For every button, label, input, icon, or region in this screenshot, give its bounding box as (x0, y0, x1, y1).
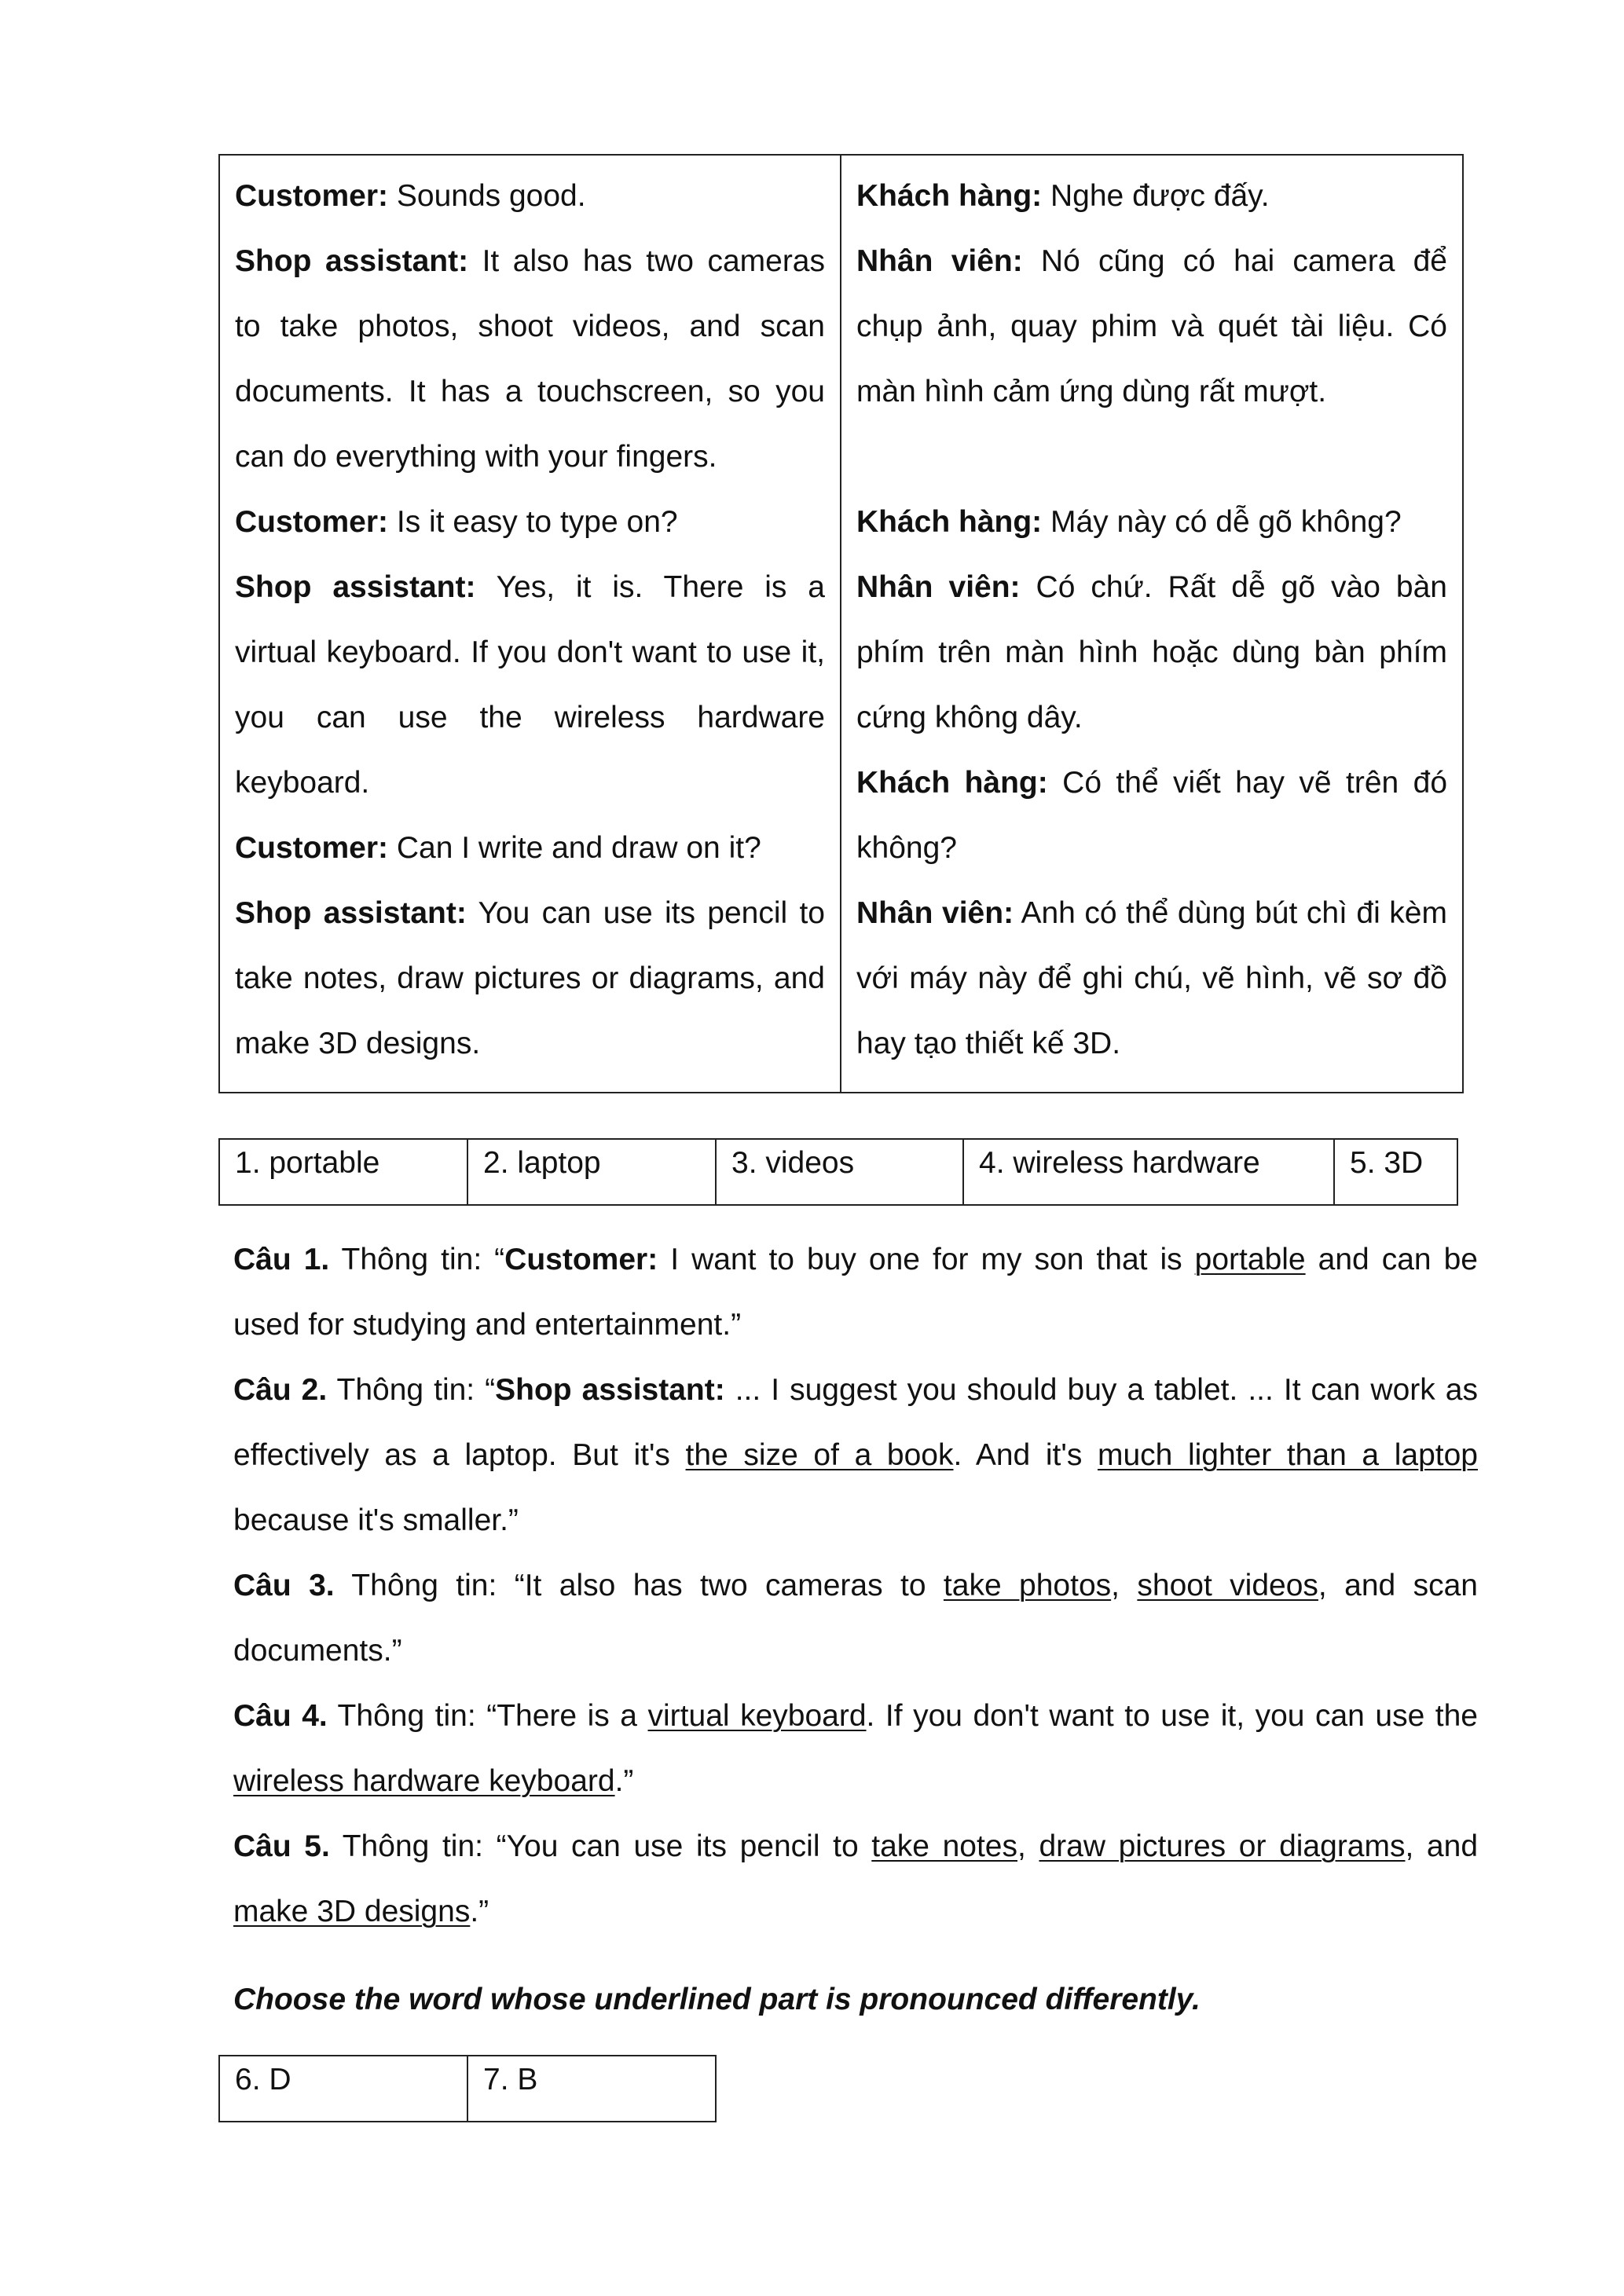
dialogue-text: Có chứ. Rất dễ gõ vào bàn phím trên màn hình hoặc dùng bàn phím cứng không dây. (856, 570, 1447, 734)
dialogue-line (856, 163, 1447, 229)
question-label: Câu 5. (233, 1829, 330, 1863)
dialogue-text: Can I write and draw on it? (388, 831, 761, 865)
underlined-evidence: make 3D designs (233, 1895, 471, 1928)
explanation-q2 (233, 1357, 1478, 1553)
explanation-text: .” (614, 1764, 634, 1798)
underlined-evidence: draw pictures or diagrams (1039, 1829, 1406, 1863)
dialogue-line (235, 163, 825, 229)
explanation-text: Thông tin: “It also has two cameras to (334, 1569, 944, 1602)
dialogue-text: Nó cũng có hai camera để chụp ảnh, quay phim và quét tài liệu. Có màn hình cảm ứng dùng rất mượt. (856, 244, 1447, 408)
answer-cell: 7. B (467, 2056, 716, 2122)
explanations (233, 1227, 1478, 1944)
answer-cell: 3. videos (716, 1139, 963, 1205)
dialogue-line (856, 489, 1447, 555)
dialogue-text: Nghe được đấy. (1042, 179, 1270, 213)
question-label: Câu 3. (233, 1569, 335, 1602)
answer-cell: 5. 3D (1334, 1139, 1457, 1205)
answer-cell: 2. laptop (467, 1139, 716, 1205)
speaker-label: Customer: (504, 1243, 658, 1276)
explanation-text: , and scan documents.” (233, 1569, 1478, 1668)
answer-table-1 (218, 1138, 1458, 1206)
explanation-text: Thông tin: “ (329, 1243, 505, 1276)
answer-cell: 4. wireless hardware (963, 1139, 1334, 1205)
vietnamese-column (841, 155, 1463, 1093)
dialogue-text: Sounds good. (388, 179, 586, 213)
explanation-text: . And it's (953, 1438, 1098, 1472)
question-label: Câu 2. (233, 1373, 328, 1407)
section-instruction: Choose the word whose underlined part is pronounced differently. (233, 1983, 1201, 2016)
dialogue-text: You can use its pencil to take notes, draw pictures or diagrams, and make 3D designs. (235, 896, 825, 1060)
dialogue-line (235, 489, 825, 555)
question-label: Câu 1. (233, 1243, 330, 1276)
explanation-text: Thông tin: “ (327, 1373, 496, 1407)
underlined-evidence: take notes (871, 1829, 1018, 1863)
underlined-evidence: virtual keyboard (647, 1699, 867, 1733)
dialogue-line (235, 229, 825, 489)
dialogue-line (235, 815, 825, 881)
explanation-q1 (233, 1227, 1478, 1357)
speaker-label: Shop assistant: (235, 896, 467, 930)
dialogue-line (235, 555, 825, 815)
explanation-text: Thông tin: “You can use its pencil to (329, 1829, 872, 1863)
answer-cell: 1. portable (219, 1139, 467, 1205)
explanation-text: and can be used for studying and entertainment.” (233, 1243, 1478, 1342)
speaker-label: Customer: (235, 179, 389, 213)
answer-cell: 6. D (219, 2056, 467, 2122)
underlined-evidence: much lighter than a laptop (1097, 1438, 1478, 1472)
dialogue-row (219, 155, 1463, 1093)
dialogue-text: Is it easy to type on? (388, 505, 678, 539)
answer-table-2 (218, 2055, 717, 2122)
speaker-label: Nhân viên: (856, 244, 1023, 278)
underlined-evidence: wireless hardware keyboard (233, 1764, 615, 1798)
dialogue-text: Máy này có dễ gõ không? (1042, 505, 1402, 539)
speaker-label: Nhân viên: (856, 570, 1021, 604)
dialogue-text: Anh có thể dùng bút chì đi kèm với máy này để ghi chú, vẽ hình, vẽ sơ đồ hay tạo thiết kế 3D. (856, 896, 1447, 1060)
table-row (219, 2056, 716, 2122)
speaker-label: Shop assistant: (235, 244, 469, 278)
english-column (219, 155, 841, 1093)
speaker-label: Customer: (235, 505, 389, 539)
question-label: Câu 4. (233, 1699, 328, 1733)
speaker-label: Khách hàng: (856, 766, 1048, 800)
speaker-label: Customer: (235, 831, 389, 865)
explanation-text: I want to buy one for my son that is (658, 1243, 1195, 1276)
explanation-text: , (1017, 1829, 1039, 1863)
underlined-evidence: portable (1194, 1243, 1306, 1276)
explanation-q3 (233, 1553, 1478, 1683)
explanation-text: , and (1405, 1829, 1479, 1863)
dialogue-line (856, 229, 1447, 424)
explanation-text: . If you don't want to use it, you can use the (866, 1699, 1478, 1733)
dialogue-line (856, 750, 1447, 881)
table-row (219, 1139, 1457, 1205)
speaker-label: Khách hàng: (856, 505, 1043, 539)
speaker-label: Khách hàng: (856, 179, 1043, 213)
underlined-evidence: take photos (943, 1569, 1112, 1602)
underlined-evidence: the size of a book (685, 1438, 954, 1472)
dialogue-line (235, 881, 825, 1076)
dialogue-text: Có thể viết hay vẽ trên đó không? (856, 766, 1448, 865)
explanation-q5 (233, 1814, 1478, 1944)
underlined-evidence: shoot videos (1137, 1569, 1318, 1602)
dialogue-text: Yes, it is. There is a virtual keyboard. If you don't want to use it, you can use the wireless hardware keyboard. (235, 570, 826, 800)
explanation-text: ... I suggest you should buy a tablet. ... It can work as effectively as a laptop. But it's (233, 1373, 1478, 1472)
explanation-text: , (1111, 1569, 1138, 1602)
dialogue-line (856, 881, 1447, 1076)
speaker-label: Shop assistant: (235, 570, 476, 604)
speaker-label: Shop assistant: (495, 1373, 725, 1407)
explanation-text: .” (470, 1895, 489, 1928)
explanation-text: Thông tin: “There is a (327, 1699, 648, 1733)
dialogue-table (218, 154, 1464, 1093)
spacer (856, 424, 1447, 489)
dialogue-line (856, 555, 1447, 750)
dialogue-text: It also has two cameras to take photos, shoot videos, and scan documents. It has a touchscreen, so you can do everything with your fingers. (235, 244, 825, 474)
speaker-label: Nhân viên: (856, 896, 1014, 930)
explanation-text: because it's smaller.” (233, 1503, 519, 1537)
explanation-q4 (233, 1683, 1478, 1814)
